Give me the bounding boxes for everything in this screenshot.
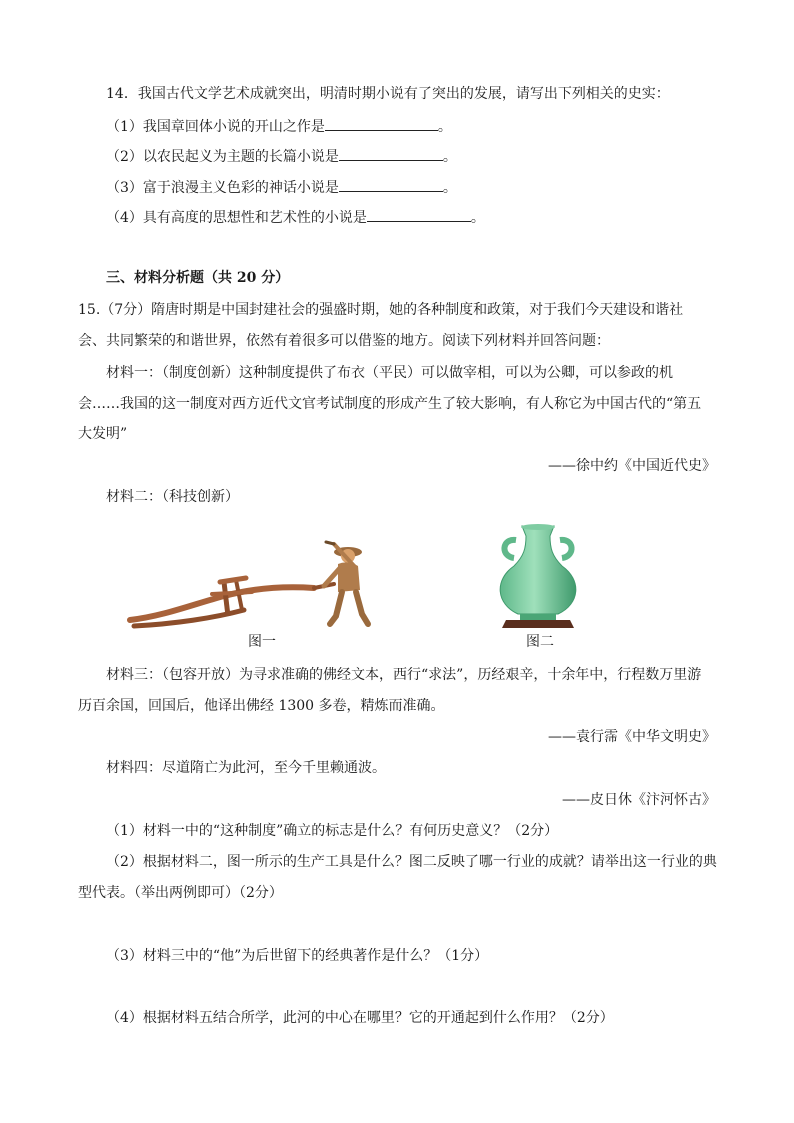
subquestion-3: （3）材料三中的“他”为后世留下的经典著作是什么？（1分）	[106, 948, 489, 964]
material4-source: ——皮日休《汴河怀古》	[562, 792, 716, 808]
section-title: 三、材料分析题（共 20 分）	[106, 270, 290, 286]
subquestion-4: （4）根据材料五结合所学，此河的中心在哪里？它的开通起到什么作用？（2分）	[106, 1010, 614, 1026]
subquestion-2-line2: 型代表。（举出两例即可）（2分）	[78, 885, 283, 901]
material1-line2: 会……我国的这一制度对西方近代文官考试制度的形成产生了较大影响，有人称它为中国古代的“第五	[78, 396, 702, 412]
material3-line2: 历百余国，回国后，他译出佛经 1300 多卷，精炼而准确。	[78, 698, 445, 714]
figure2-caption: 图二	[526, 634, 554, 650]
material3-line1: 材料三：（包容开放）为寻求准确的佛经文本，西行“求法”，历经艰辛，十余年中，行程数万里游	[106, 667, 702, 683]
answer-blank-3[interactable]	[339, 177, 443, 192]
figure1-caption: 图一	[248, 634, 276, 650]
material2-label: 材料二：（科技创新）	[106, 489, 239, 505]
q14-item-4-end: 。	[470, 210, 485, 226]
material1-source: ——徐中约《中国近代史》	[548, 458, 716, 474]
q14-stem: 14．我国古代文学艺术成就突出，明清时期小说有了突出的发展，请写出下列相关的史实：	[106, 86, 670, 102]
q14-item-2-end: 。	[442, 149, 457, 165]
material3-source: ——袁行霈《中华文明史》	[548, 729, 716, 745]
q14-item-1-text: （1）我国章回体小说的开山之作是	[106, 119, 325, 135]
q15-intro-1: 15.（7分）隋唐时期是中国封建社会的强盛时期，她的各种制度和政策，对于我们今天建设和谐社	[78, 302, 684, 318]
q14-item-4	[106, 207, 485, 228]
material4-line1: 材料四：尽道隋亡为此河，至今千里赖通波。	[106, 760, 386, 776]
q15-intro-2: 会、共同繁荣的和谐世界，依然有着很多可以借鉴的地方。阅读下列材料并回答问题：	[78, 333, 610, 349]
subquestion-1: （1）材料一中的“这种制度”确立的标志是什么？有何历史意义？（2分）	[106, 823, 559, 839]
answer-blank-2[interactable]	[339, 146, 443, 161]
q14-item-3-end: 。	[442, 180, 457, 196]
subquestion-2-line1: （2）根据材料二，图一所示的生产工具是什么？图二反映了哪一行业的成就？请举出这一行业的典	[106, 854, 717, 870]
answer-blank-4[interactable]	[367, 207, 471, 222]
q14-item-1	[106, 116, 452, 137]
material1-line3: 大发明”	[78, 426, 128, 442]
material1-line1: 材料一：（制度创新）这种制度提供了布衣（平民）可以做宰相，可以为公卿，可以参政的机	[106, 365, 673, 381]
q14-item-4-text: （4）具有高度的思想性和艺术性的小说是	[106, 210, 367, 226]
q14-item-1-end: 。	[437, 119, 452, 135]
q14-item-2	[106, 146, 457, 167]
q14-item-3	[106, 177, 457, 198]
celadon-vase-illustration	[486, 522, 590, 630]
plough-farmer-illustration	[124, 534, 384, 630]
answer-blank-1[interactable]	[325, 116, 438, 131]
q14-item-3-text: （3）富于浪漫主义色彩的神话小说是	[106, 180, 339, 196]
q14-item-2-text: （2）以农民起义为主题的长篇小说是	[106, 149, 339, 165]
